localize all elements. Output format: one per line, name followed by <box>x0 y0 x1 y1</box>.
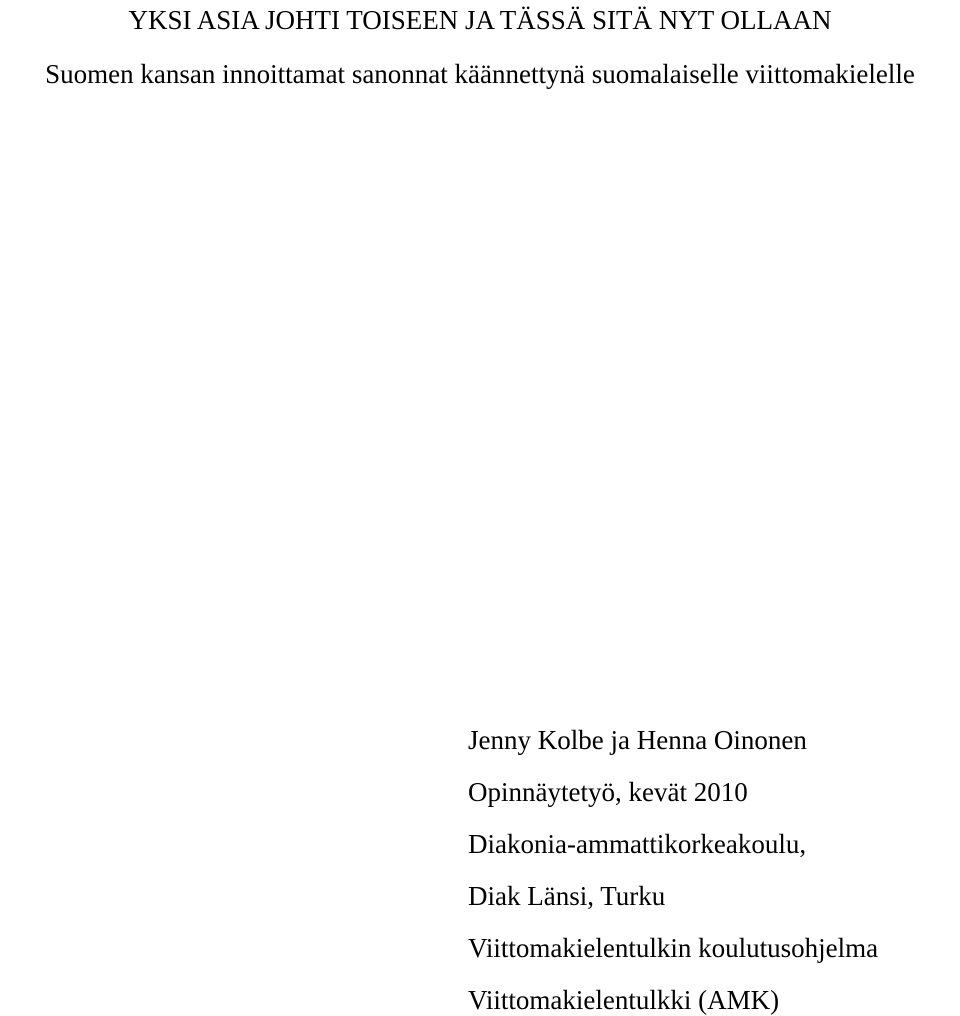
authors-line: Jenny Kolbe ja Henna Oinonen <box>468 725 807 755</box>
document-subtitle: Suomen kansan innoittamat sanonnat käännettynä suomalaiselle viittomakielelle <box>45 59 915 89</box>
degree-line: Viittomakielentulkki (AMK) <box>468 985 780 1015</box>
document-title: YKSI ASIA JOHTI TOISEEN JA TÄSSÄ SITÄ NYT OLLAAN <box>128 5 832 35</box>
thesis-line: Opinnäytetyö, kevät 2010 <box>468 777 748 807</box>
institution-line: Diakonia-ammattikorkeakoulu, <box>468 829 807 859</box>
programme-line: Viittomakielentulkin koulutusohjelma <box>468 933 879 963</box>
author-info-block <box>468 724 878 1016</box>
campus-line: Diak Länsi, Turku <box>468 881 666 911</box>
